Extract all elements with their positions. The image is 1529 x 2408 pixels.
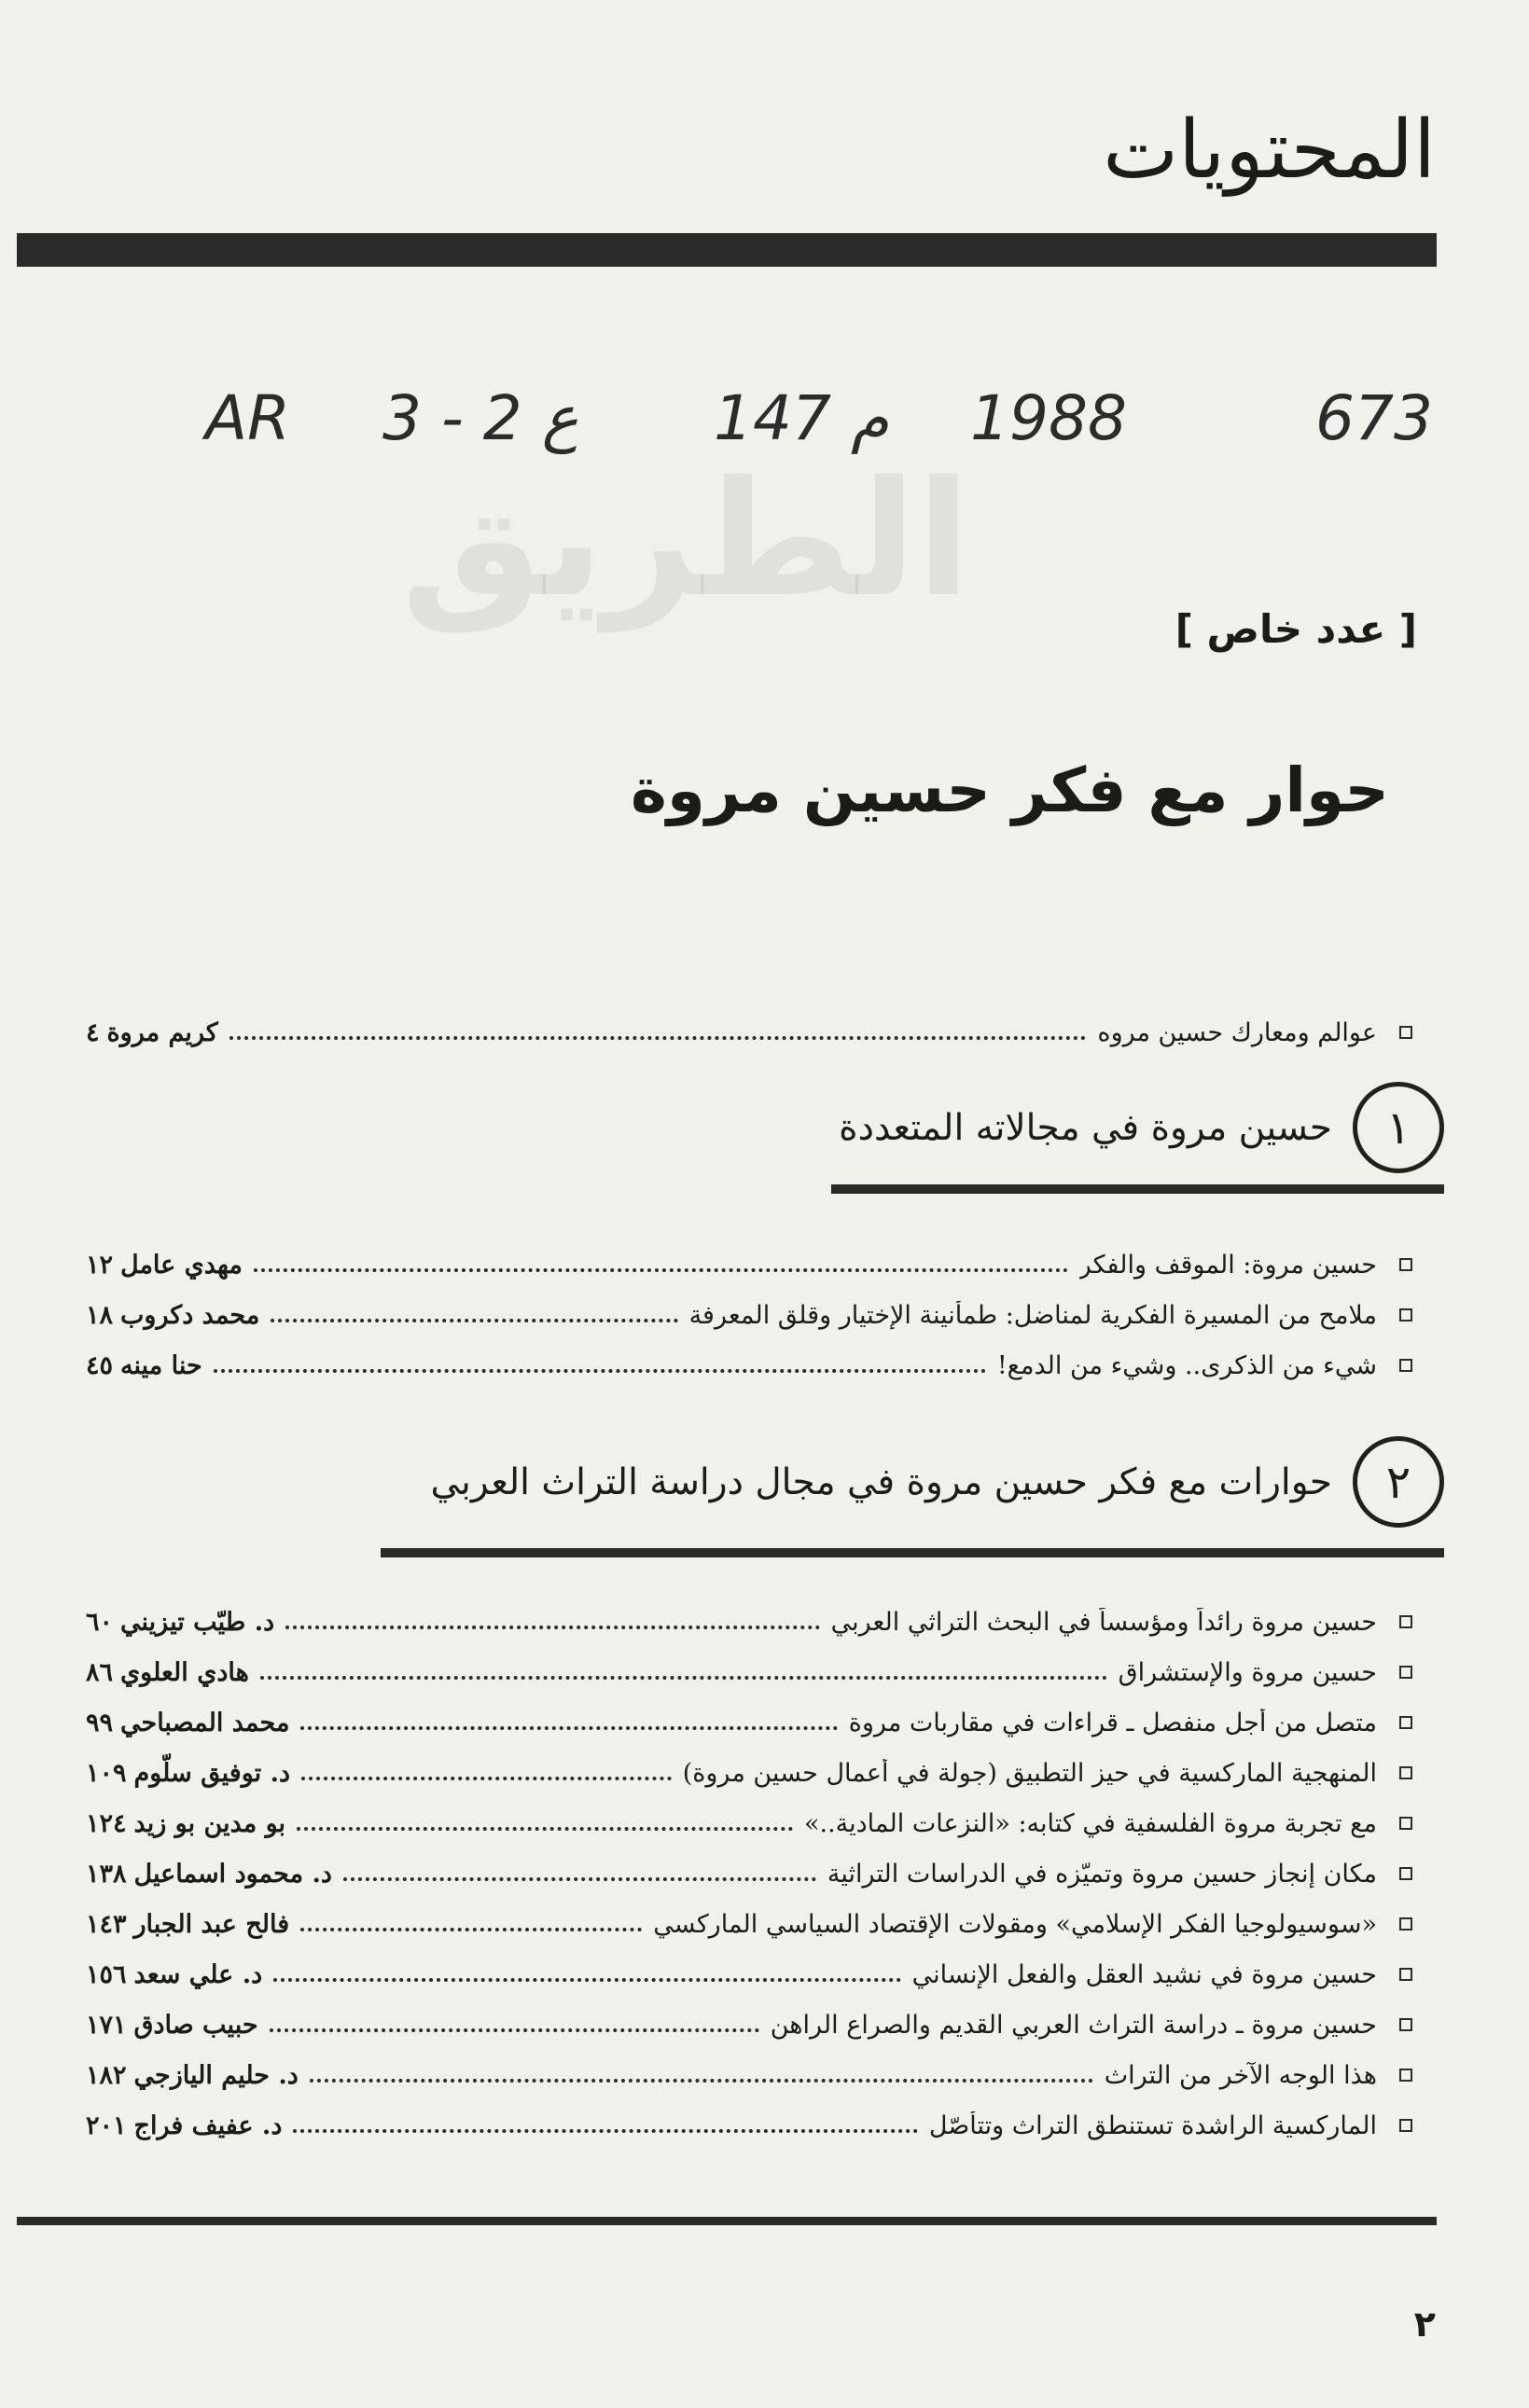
toc-entry[interactable] [86,2053,1412,2097]
entry-title: «سوسيولوجيا الفكر الإسلامي» ومقولات الإقتصاد السياسي الماركسي [653,1909,1377,1939]
bullet-square-icon [1399,1359,1412,1372]
handwritten-note-3: م 147 [714,382,889,454]
dot-leader [300,1726,837,1730]
entry-author: فالح عبد الجبار [133,1909,290,1939]
entry-page-number: ١٢٤ [86,1808,127,1838]
toc-entry[interactable] [86,2103,1412,2148]
entry-title: حسين مروة: الموقف والفكر [1078,1250,1377,1280]
toc-entry[interactable] [86,1242,1412,1287]
toc-entry[interactable] [86,1293,1412,1337]
entry-author: هادي العلوي [120,1657,249,1687]
dot-leader [301,1777,672,1780]
entry-page-number: ٤ [86,1017,100,1047]
section-number-circle: ١ [1353,1082,1444,1173]
bullet-square-icon [1399,2018,1412,2031]
entry-page-number: ٦٠ [86,1607,114,1637]
handwritten-note-1: 673 [1315,382,1433,454]
entry-page-number: ١٠٩ [86,1758,127,1788]
toc-entry[interactable] [86,1952,1412,1997]
entry-title: مكان إنجاز حسين مروة وتميّزه في الدراسات التراثية [827,1859,1377,1889]
special-issue-label: [ عدد خاص ] [1175,606,1417,652]
section-number-circle: ٢ [1353,1436,1444,1528]
entry-title: هذا الوجه الآخر من التراث [1104,2060,1377,2090]
entry-title: مع تجربة مروة الفلسفية في كتابه: «النزعات المادية..» [803,1808,1377,1838]
bullet-square-icon [1399,2119,1412,2132]
bullet-square-icon [1399,1817,1412,1830]
bullet-square-icon [1399,1867,1412,1880]
handwritten-note-2: 1988 [970,382,1127,454]
bottom-rule [17,2217,1437,2225]
bullet-square-icon [1399,1766,1412,1779]
page-title: المحتويات [1103,104,1436,197]
handwritten-note-4: ع 2 - 3 [382,382,579,454]
entry-title: المنهجية الماركسية في حيز التطبيق (جولة في أعمال حسين مروة) [682,1758,1377,1788]
entry-title: عوالم ومعارك حسين مروه [1097,1017,1377,1047]
dot-leader [271,1319,677,1322]
toc-entry[interactable] [86,1599,1412,1644]
entry-page-number: ١٢ [86,1250,114,1280]
entry-author: مهدي عامل [120,1250,243,1280]
bullet-square-icon [1399,1258,1412,1271]
toc-entry[interactable] [86,1751,1412,1795]
entry-author: د. طيّب تيزيني [120,1607,275,1637]
dot-leader [254,1268,1068,1272]
entry-author: د. علي سعد [133,1959,263,1989]
title-rule [17,233,1437,267]
entry-title: حسين مروة ـ دراسة التراث العربي القديم والصراع الراهن [770,2010,1377,2040]
entry-author: محمد المصباحي [120,1708,290,1737]
bullet-square-icon [1399,1917,1412,1931]
section-title: حوارات مع فكر حسين مروة في مجال دراسة التراث العربي [430,1460,1332,1503]
dot-leader [297,1827,793,1831]
entry-author: د. حليم اليازجي [133,2060,299,2090]
entry-page-number: ٨٦ [86,1657,114,1687]
entry-author: كريم مروة [106,1017,218,1047]
dot-leader [300,1928,642,1931]
dot-leader [229,1036,1087,1040]
entry-page-number: ١٧١ [86,2010,127,2040]
entry-author: حبيب صادق [133,2010,258,2040]
entry-page-number: ١٥٦ [86,1959,127,1989]
entry-title: حسين مروة رائداً ومؤسساً في البحث التراثي العربي [830,1607,1377,1637]
dot-leader [293,2129,918,2133]
issue-main-title: حوار مع فكر حسين مروة [630,754,1389,826]
entry-author: د. توفيق سلّوم [133,1758,290,1788]
toc-entry[interactable] [86,1343,1412,1388]
entry-author: حنا مينه [120,1350,202,1380]
toc-entry[interactable] [86,1650,1412,1695]
entry-author: د. عفيف فراج [133,2110,283,2140]
section-rule-2 [381,1548,1444,1557]
dot-leader [310,2079,1093,2083]
entry-title: الماركسية الراشدة تستنطق التراث وتتأصّل [928,2110,1377,2140]
entry-title: متصل من أجل منفصل ـ قراءات في مقاربات مروة [848,1708,1377,1737]
dot-leader [260,1676,1107,1680]
section-rule-1 [831,1184,1444,1194]
page-number: ٢ [1413,2304,1436,2345]
dot-leader [343,1877,816,1881]
dot-leader [214,1369,986,1373]
dot-leader [273,1978,901,1982]
entry-author: د. محمود اسماعيل [133,1859,332,1889]
bullet-square-icon [1399,1308,1412,1322]
entry-page-number: ١٣٨ [86,1859,127,1889]
entry-page-number: ١٨ [86,1300,114,1330]
section-title: حسين مروة في مجالاته المتعددة [839,1106,1332,1149]
entry-author: بو مدين بو زيد [133,1808,286,1838]
bullet-square-icon [1399,1968,1412,1981]
dot-leader [285,1626,819,1629]
bullet-square-icon [1399,1716,1412,1729]
toc-entry[interactable] [86,1010,1412,1055]
bullet-square-icon [1399,1026,1412,1039]
bleed-through-text: الطريق [401,448,971,632]
entry-title: حسين مروة والإستشراق [1118,1657,1377,1687]
section-heading-2 [431,1436,1444,1528]
entry-page-number: ٩٩ [86,1708,114,1737]
bullet-square-icon [1399,1615,1412,1628]
bullet-square-icon [1399,2069,1412,2082]
toc-entry[interactable] [86,1851,1412,1896]
entry-title: ملامح من المسيرة الفكرية لمناضل: طمأنينة الإختيار وقلق المعرفة [688,1300,1377,1330]
entry-author: محمد دكروب [120,1300,260,1330]
entry-page-number: ١٨٢ [86,2060,127,2090]
toc-entry[interactable] [86,2002,1412,2047]
entry-page-number: ١٤٣ [86,1909,127,1939]
entry-title: شيء من الذكرى.. وشيء من الدمع! [996,1350,1377,1380]
toc-entry[interactable] [86,1700,1412,1745]
toc-entry[interactable] [86,1902,1412,1946]
entry-page-number: ٤٥ [86,1350,114,1380]
entry-page-number: ٢٠١ [86,2110,127,2140]
section-heading-1 [839,1082,1444,1173]
dot-leader [270,2028,759,2032]
entry-title: حسين مروة في نشيد العقل والفعل الإنساني [911,1959,1377,1989]
handwritten-note-5: AR [205,382,291,454]
toc-entry[interactable] [86,1801,1412,1846]
bullet-square-icon [1399,1666,1412,1679]
